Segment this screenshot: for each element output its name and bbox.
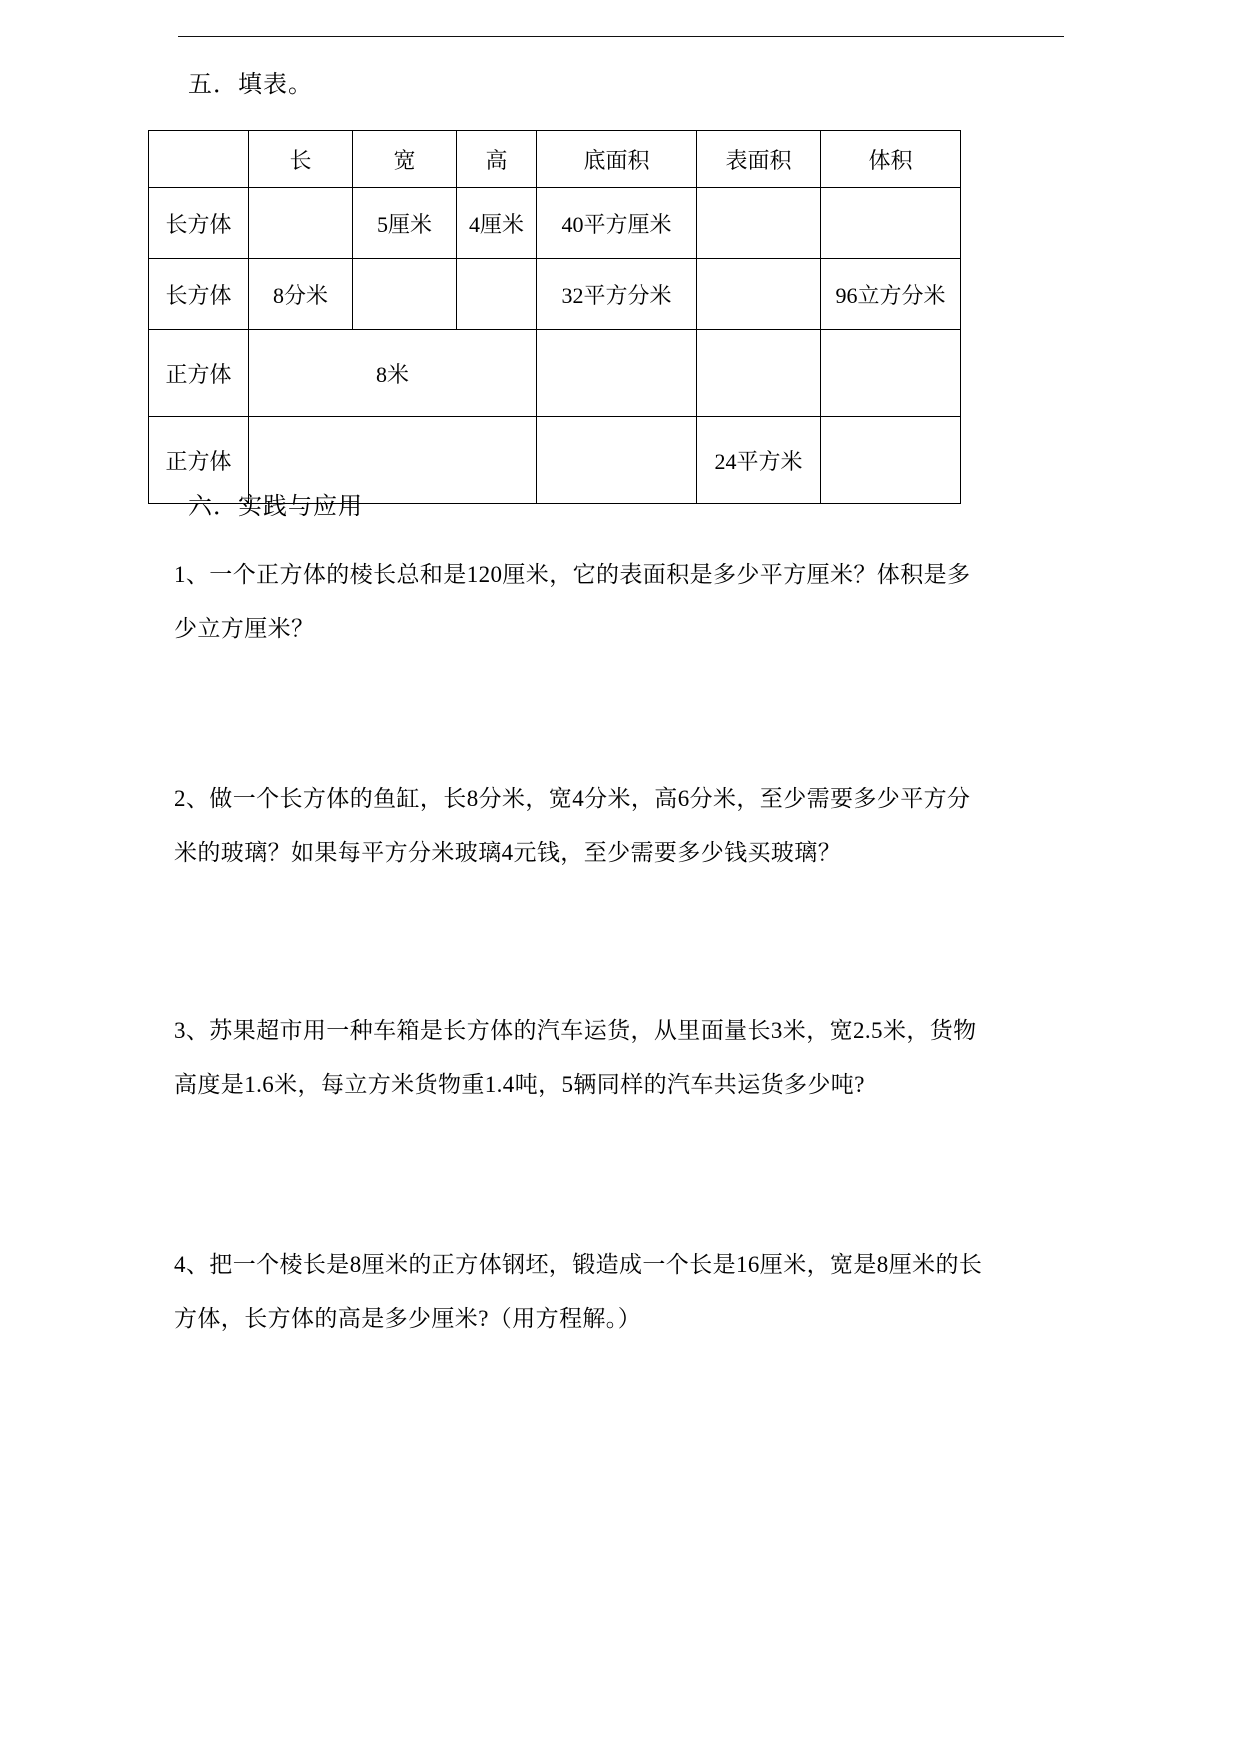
question-4-line-2: 方体，长方体的高是多少厘米?（用方程解。）: [174, 1306, 642, 1331]
question-1-line-2: 少立方厘米？: [174, 616, 315, 641]
cell-edge-row4[interactable]: [249, 417, 537, 504]
header-cell-width: 宽: [353, 131, 457, 188]
question-1: [174, 548, 1054, 656]
cell-height-row2[interactable]: [457, 259, 537, 330]
question-3-line-2: 高度是1.6米，每立方米货物重1.4吨，5辆同样的汽车共运货多少吨?: [174, 1072, 865, 1097]
question-2: [174, 772, 1054, 880]
cell-surface-area-row3[interactable]: [697, 330, 821, 417]
cell-surface-area-row2[interactable]: [697, 259, 821, 330]
cell-base-area-row3[interactable]: [537, 330, 697, 417]
header-rule: [178, 36, 1064, 37]
header-cell-volume: 体积: [821, 131, 961, 188]
header-cell-length: 长: [249, 131, 353, 188]
question-2-line-1: 2、做一个长方体的鱼缸，长8分米，宽4分米，高6分米，至少需要多少平方分: [174, 786, 971, 811]
header-cell-blank: [149, 131, 249, 188]
question-3-line-1: 3、苏果超市用一种车箱是长方体的汽车运货，从里面量长3米，宽2.5米，货物: [174, 1018, 977, 1043]
cell-volume-row2[interactable]: 96立方分米: [821, 259, 961, 330]
section-six-heading: 六．实践与应用: [188, 494, 363, 520]
section-five-heading: 五．填表。: [188, 72, 313, 98]
row-label-cuboid-1: 长方体: [149, 188, 249, 259]
cell-volume-row3[interactable]: [821, 330, 961, 417]
table-row: [149, 330, 961, 417]
table-header: [149, 131, 961, 188]
table-row: [149, 417, 961, 504]
cell-edge-row3[interactable]: 8米: [249, 330, 537, 417]
cell-length-row1[interactable]: [249, 188, 353, 259]
row-label-cube-2: 正方体: [149, 417, 249, 504]
question-3: [174, 1004, 1054, 1112]
question-1-line-1: 1、一个正方体的棱长总和是120厘米，它的表面积是多少平方厘米？体积是多: [174, 562, 971, 587]
cell-width-row1[interactable]: 5厘米: [353, 188, 457, 259]
row-label-cube-1: 正方体: [149, 330, 249, 417]
question-4-line-1: 4、把一个棱长是8厘米的正方体钢坯，锻造成一个长是16厘米，宽是8厘米的长: [174, 1252, 983, 1277]
cell-width-row2[interactable]: [353, 259, 457, 330]
header-cell-surface-area: 表面积: [697, 131, 821, 188]
cell-length-row2[interactable]: 8分米: [249, 259, 353, 330]
question-4: [174, 1238, 1054, 1346]
cell-base-area-row1[interactable]: 40平方厘米: [537, 188, 697, 259]
table-header-row: [149, 131, 961, 188]
cell-base-area-row2[interactable]: 32平方分米: [537, 259, 697, 330]
table-body: [149, 188, 961, 504]
cell-surface-area-row1[interactable]: [697, 188, 821, 259]
header-cell-height: 高: [457, 131, 537, 188]
cell-surface-area-row4[interactable]: 24平方米: [697, 417, 821, 504]
table-row: [149, 188, 961, 259]
cell-height-row1[interactable]: 4厘米: [457, 188, 537, 259]
cell-volume-row4[interactable]: [821, 417, 961, 504]
cell-base-area-row4[interactable]: [537, 417, 697, 504]
header-cell-base-area: 底面积: [537, 131, 697, 188]
cell-volume-row1[interactable]: [821, 188, 961, 259]
fill-in-table: [148, 130, 961, 504]
table-row: [149, 259, 961, 330]
question-2-line-2: 米的玻璃？如果每平方分米玻璃4元钱，至少需要多少钱买玻璃？: [174, 840, 842, 865]
row-label-cuboid-2: 长方体: [149, 259, 249, 330]
